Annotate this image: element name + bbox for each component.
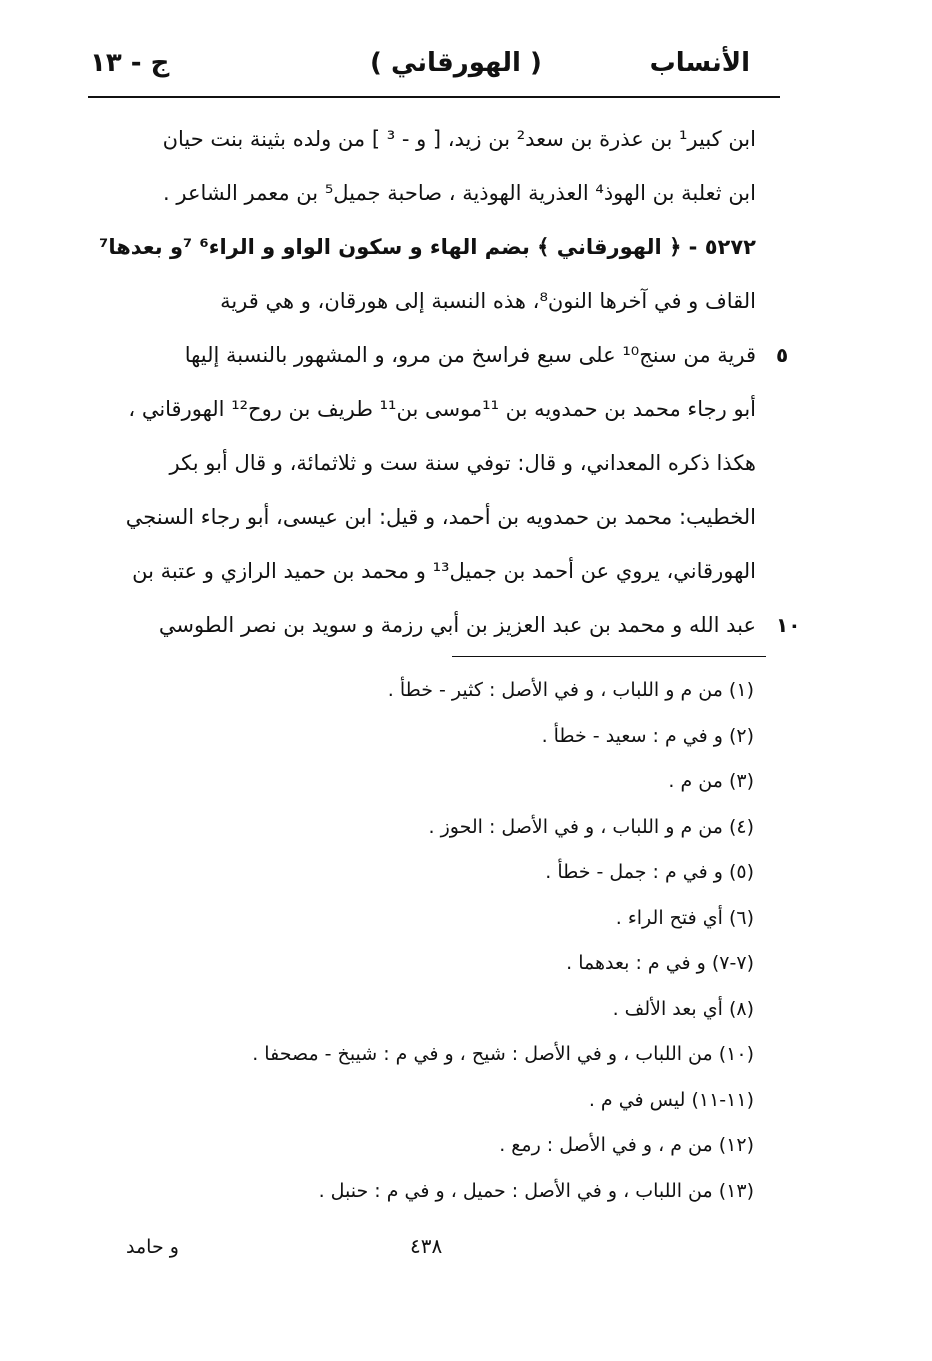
section-title: ( الهورقاني )	[370, 48, 542, 78]
entry-heading-line: ٥٢٧٢ - ﴿ الهورقاني ﴾ بضم الهاء و سكون الواو و الراء⁶ ⁷و بعدها⁷	[99, 235, 756, 259]
footnote: (١١-١١) ليس في م .	[588, 1088, 754, 1111]
text-line: قرية من سنج¹⁰ على سبع فراسخ من مرو، و المشهور بالنسبة إليها	[184, 343, 756, 367]
footnote: (١٢) من م ، و في الأصل : رمع .	[499, 1134, 754, 1156]
text-line: هكذا ذكره المعداني، و قال: توفي سنة ست و ثلاثمائة، و قال أبو بكر	[169, 451, 756, 475]
footnote: (٣) من م .	[668, 770, 754, 792]
header-divider	[88, 96, 780, 98]
running-title: الأنساب	[649, 48, 750, 78]
footnote: (٥) و في م : جمل - خطأ .	[545, 861, 754, 883]
footnote: (١) من م و اللباب ، و في الأصل : كثير - خطأ .	[387, 679, 754, 701]
page-number: ٤٣٨	[410, 1234, 443, 1258]
footnote: (٤) من م و اللباب ، و في الأصل : الحوز .	[428, 815, 754, 838]
line-number-5: ٥	[776, 343, 789, 367]
footnote: (٦) أي فتح الراء .	[615, 906, 754, 929]
footnote: (١٠) من اللباب ، و في الأصل : شيح ، و في م : شيبخ - مصحفا .	[252, 1043, 754, 1065]
text-line: أبو رجاء محمد بن حمدويه بن ¹¹موسى بن¹¹ طريف بن روح¹² الهورقاني ،	[128, 397, 756, 421]
text-line: الهورقاني، يروي عن أحمد بن جميل¹³ و محمد بن حميد الرازي و عتبة بن	[132, 559, 756, 583]
line-number-10: ١٠	[776, 613, 801, 637]
running-header	[90, 48, 750, 94]
footnote-divider	[452, 656, 766, 657]
text-line: عبد الله و محمد بن عبد العزيز بن أبي رزمة و سويد بن نصر الطوسي	[158, 613, 756, 637]
main-text	[96, 112, 756, 652]
footnote: (٧-٧) و في م : بعدهما .	[566, 952, 754, 974]
text-line: القاف و في آخرها النون⁸، هذه النسبة إلى هورقان، و هي قرية	[220, 289, 756, 313]
footnote: (٨) أي بعد الألف .	[612, 997, 754, 1020]
footnote: (١٣) من اللباب ، و في الأصل : حميل ، و في م : حنبل .	[318, 1179, 754, 1202]
catchword: و حامد	[126, 1236, 179, 1258]
footnotes	[180, 668, 754, 1214]
footnote: (٢) و في م : سعيد - خطأ .	[541, 724, 754, 747]
volume-number: ج - ١٣	[90, 48, 170, 78]
text-line: ابن كبير¹ بن عذرة بن سعد² بن زيد، [ و - ³ ] من ولده بثينة بنت حيان	[162, 127, 756, 151]
text-line: الخطيب: محمد بن حمدويه بن أحمد، و قيل: ابن عيسى، أبو رجاء السنجي	[125, 505, 756, 529]
text-line: ابن ثعلبة بن الهوذ⁴ العذرية الهوذية ، صاحبة جميل⁵ بن معمر الشاعر .	[163, 181, 756, 205]
